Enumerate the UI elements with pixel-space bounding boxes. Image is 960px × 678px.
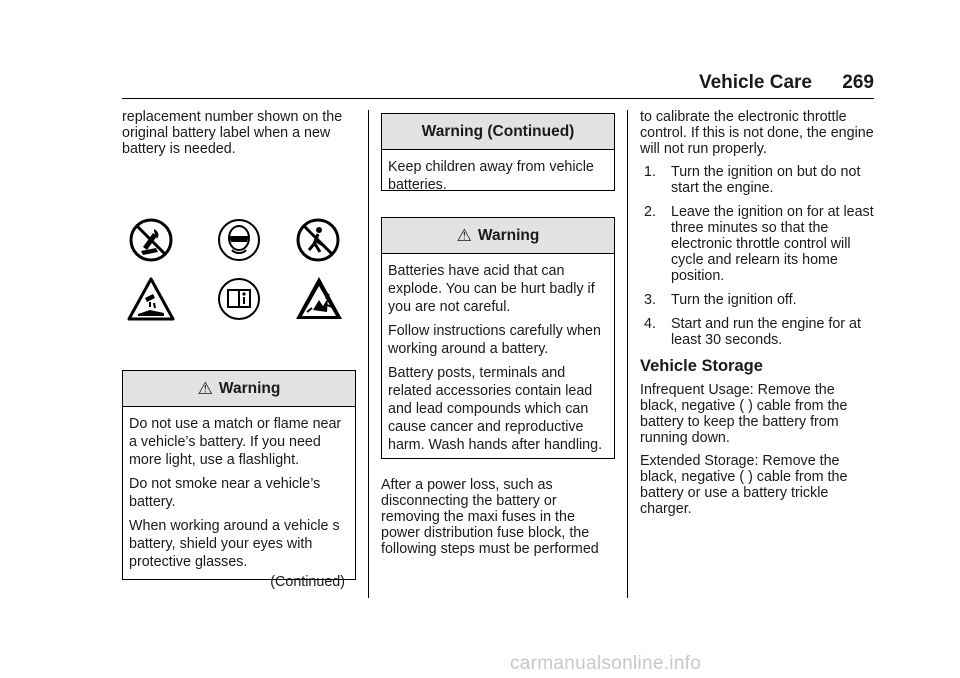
explosion-hazard-icon — [293, 274, 345, 322]
warning-paragraph: Do not smoke near a vehicle’s battery. — [129, 476, 321, 510]
warning-title: Warning — [477, 226, 540, 244]
power-loss-paragraph: After a power loss, such as disconnecting the battery or removing the maxi fuses in the power distribution fuse block, the following steps must be performed — [381, 477, 599, 557]
storage-paragraph: Infrequent Usage: Remove the black, negative ( ) cable from the battery to keep the battery from running down. — [640, 382, 848, 446]
warning-header — [382, 114, 614, 150]
intro-paragraph: to calibrate the electronic throttle control. If this is not done, the engine will not run properly. — [640, 109, 874, 157]
continued-label: (Continued) — [270, 574, 345, 590]
step-number: 4. — [644, 316, 656, 332]
eye-protection-icon — [216, 217, 262, 263]
warning-box-acid — [381, 217, 615, 459]
warning-header — [382, 218, 614, 254]
warning-title: Warning (Continued) — [421, 122, 575, 140]
right-column — [640, 109, 874, 524]
step-text: Leave the ignition on for at least three minutes so that the electronic throttle control will cycle and relearn its home position. — [671, 204, 874, 284]
step-text: Turn the ignition off. — [671, 292, 797, 308]
warning-paragraph: Do not use a match or flame near a vehicle’s battery. If you need more light, use a flashlight. — [129, 416, 342, 468]
step-number: 1. — [644, 164, 656, 180]
warning-paragraph: Follow instructions carefully when working around a battery. — [388, 323, 601, 357]
section-title: Vehicle Care — [698, 72, 812, 93]
list-item — [640, 292, 874, 308]
watermark: carmanualsonline.info — [510, 653, 702, 674]
no-flame-icon — [128, 217, 174, 263]
warning-paragraph: Battery posts, terminals and related accessories contain lead and lead compounds which can cause cancer and reproductive harm. Wash hands after handling. — [388, 365, 603, 453]
list-item — [640, 316, 874, 348]
keep-children-away-icon — [295, 217, 341, 263]
warning-title: Warning — [218, 379, 281, 397]
warning-icon: ⚠ — [197, 378, 213, 398]
warning-icon: ⚠ — [456, 225, 472, 245]
middle-column-text — [381, 477, 613, 564]
warning-header — [123, 371, 355, 407]
acid-hazard-icon — [126, 276, 176, 322]
column-divider-right — [627, 110, 628, 598]
left-paragraph: replacement number shown on the original battery label when a new battery is needed. — [122, 109, 343, 157]
warning-box-left — [122, 370, 356, 590]
vehicle-storage-heading: Vehicle Storage — [640, 357, 763, 375]
warning-box-continued — [381, 113, 615, 191]
warning-paragraph: Keep children away from vehicle batteries. — [388, 159, 594, 193]
warning-paragraph: When working around a vehicle s battery, shield your eyes with protective glasses. — [129, 518, 340, 570]
list-item — [640, 204, 874, 284]
calibration-steps — [640, 164, 874, 348]
warning-paragraph: Batteries have acid that can explode. You can be hurt badly if you are not careful. — [388, 263, 595, 315]
storage-paragraph: Extended Storage: Remove the black, negative ( ) cable from the battery or use a battery trickle charger. — [640, 453, 848, 517]
left-column — [122, 109, 358, 164]
page-number: 269 — [842, 72, 874, 93]
header-rule — [122, 98, 874, 99]
page-header — [122, 72, 874, 100]
step-text: Start and run the engine for at least 30 seconds. — [671, 316, 861, 348]
list-item — [640, 164, 874, 196]
step-number: 3. — [644, 292, 656, 308]
step-number: 2. — [644, 204, 656, 220]
step-text: Turn the ignition on but do not start the engine. — [671, 164, 861, 196]
column-divider-left — [368, 110, 369, 598]
read-manual-icon — [216, 276, 262, 322]
